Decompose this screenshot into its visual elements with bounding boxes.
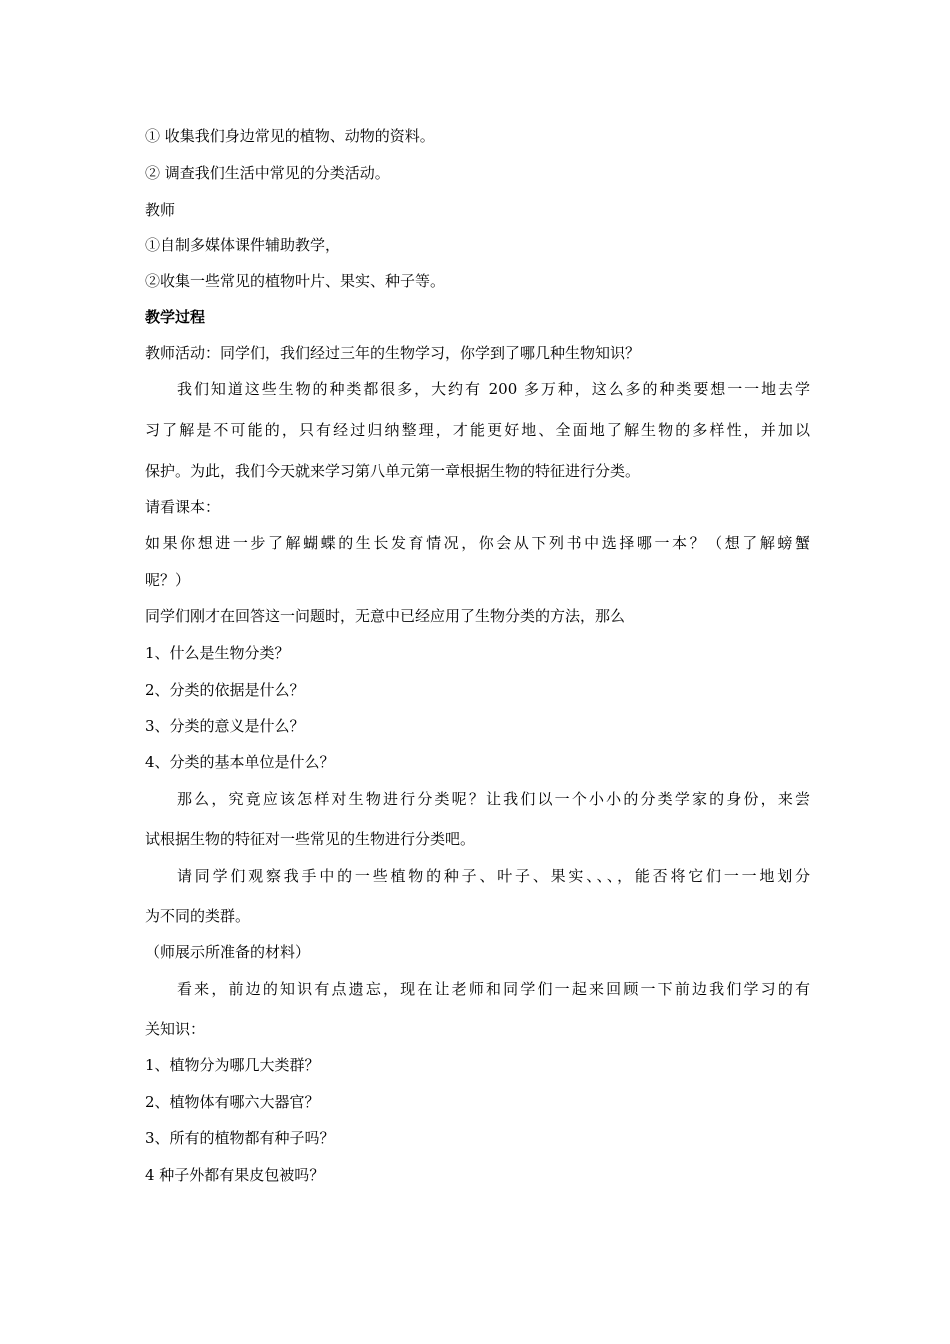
paragraph-3-line-2: 为不同的类群。 xyxy=(145,907,251,925)
paragraph-4-line-1: 看来，前边的知识有点遗忘，现在让老师和同学们一起来回顾一下前边我们学习的有 xyxy=(177,980,810,998)
review-question-2: 2、植物体有哪六大器官？ xyxy=(145,1093,320,1111)
review-question-3: 3、所有的植物都有种子吗？ xyxy=(145,1129,335,1147)
paragraph-2-line-2: 试根据生物的特征对一些常见的生物进行分类吧。 xyxy=(145,830,476,848)
teacher-shows-materials: （师展示所准备的材料） xyxy=(145,943,311,961)
section-heading-teaching-process: 教学过程 xyxy=(145,308,206,326)
review-question-4: 4 种子外都有果皮包被吗？ xyxy=(145,1166,325,1184)
paragraph-4-line-2: 关知识： xyxy=(145,1020,206,1038)
question-2: 2、分类的依据是什么？ xyxy=(145,681,305,699)
prep-item-2: ② 调查我们生活中常见的分类活动。 xyxy=(145,164,390,182)
teacher-activity-line: 教师活动：同学们，我们经过三年的生物学习，你学到了哪几种生物知识？ xyxy=(145,344,641,362)
review-question-1: 1、植物分为哪几大类群？ xyxy=(145,1056,320,1074)
teacher-item-1: ①自制多媒体课件辅助教学， xyxy=(145,236,341,254)
prep-item-1: ① 收集我们身边常见的植物、动物的资料。 xyxy=(145,127,435,145)
question-3: 3、分类的意义是什么？ xyxy=(145,717,305,735)
teacher-heading: 教师 xyxy=(145,201,176,219)
question-4: 4、分类的基本单位是什么？ xyxy=(145,753,335,771)
classification-intro: 同学们刚才在回答这一问题时，无意中已经应用了生物分类的方法，那么 xyxy=(145,607,626,625)
paragraph-3-line-1: 请同学们观察我手中的一些植物的种子、叶子、果实、、、，能否将它们一一地划分 xyxy=(177,867,810,885)
question-butterfly-line-1: 如果你想进一步了解蝴蝶的生长发育情况，你会从下列书中选择哪一本？（想了解螃蟹 xyxy=(145,534,810,552)
paragraph-2-line-1: 那么，究竟应该怎样对生物进行分类呢？让我们以一个小小的分类学家的身份，来尝 xyxy=(177,790,810,808)
paragraph-1-line-2: 习了解是不可能的，只有经过归纳整理，才能更好地、全面地了解生物的多样性，并加以 xyxy=(145,421,810,439)
question-butterfly-line-2: 呢？） xyxy=(145,571,191,589)
teacher-item-2: ②收集一些常见的植物叶片、果实、种子等。 xyxy=(145,272,446,290)
question-1: 1、什么是生物分类？ xyxy=(145,644,290,662)
textbook-prompt: 请看课本： xyxy=(145,498,221,516)
paragraph-1-line-3: 保护。为此，我们今天就来学习第八单元第一章根据生物的特征进行分类。 xyxy=(145,462,641,480)
paragraph-1-line-1: 我们知道这些生物的种类都很多，大约有 200 多万种，这么多的种类要想一一地去学 xyxy=(177,380,810,398)
